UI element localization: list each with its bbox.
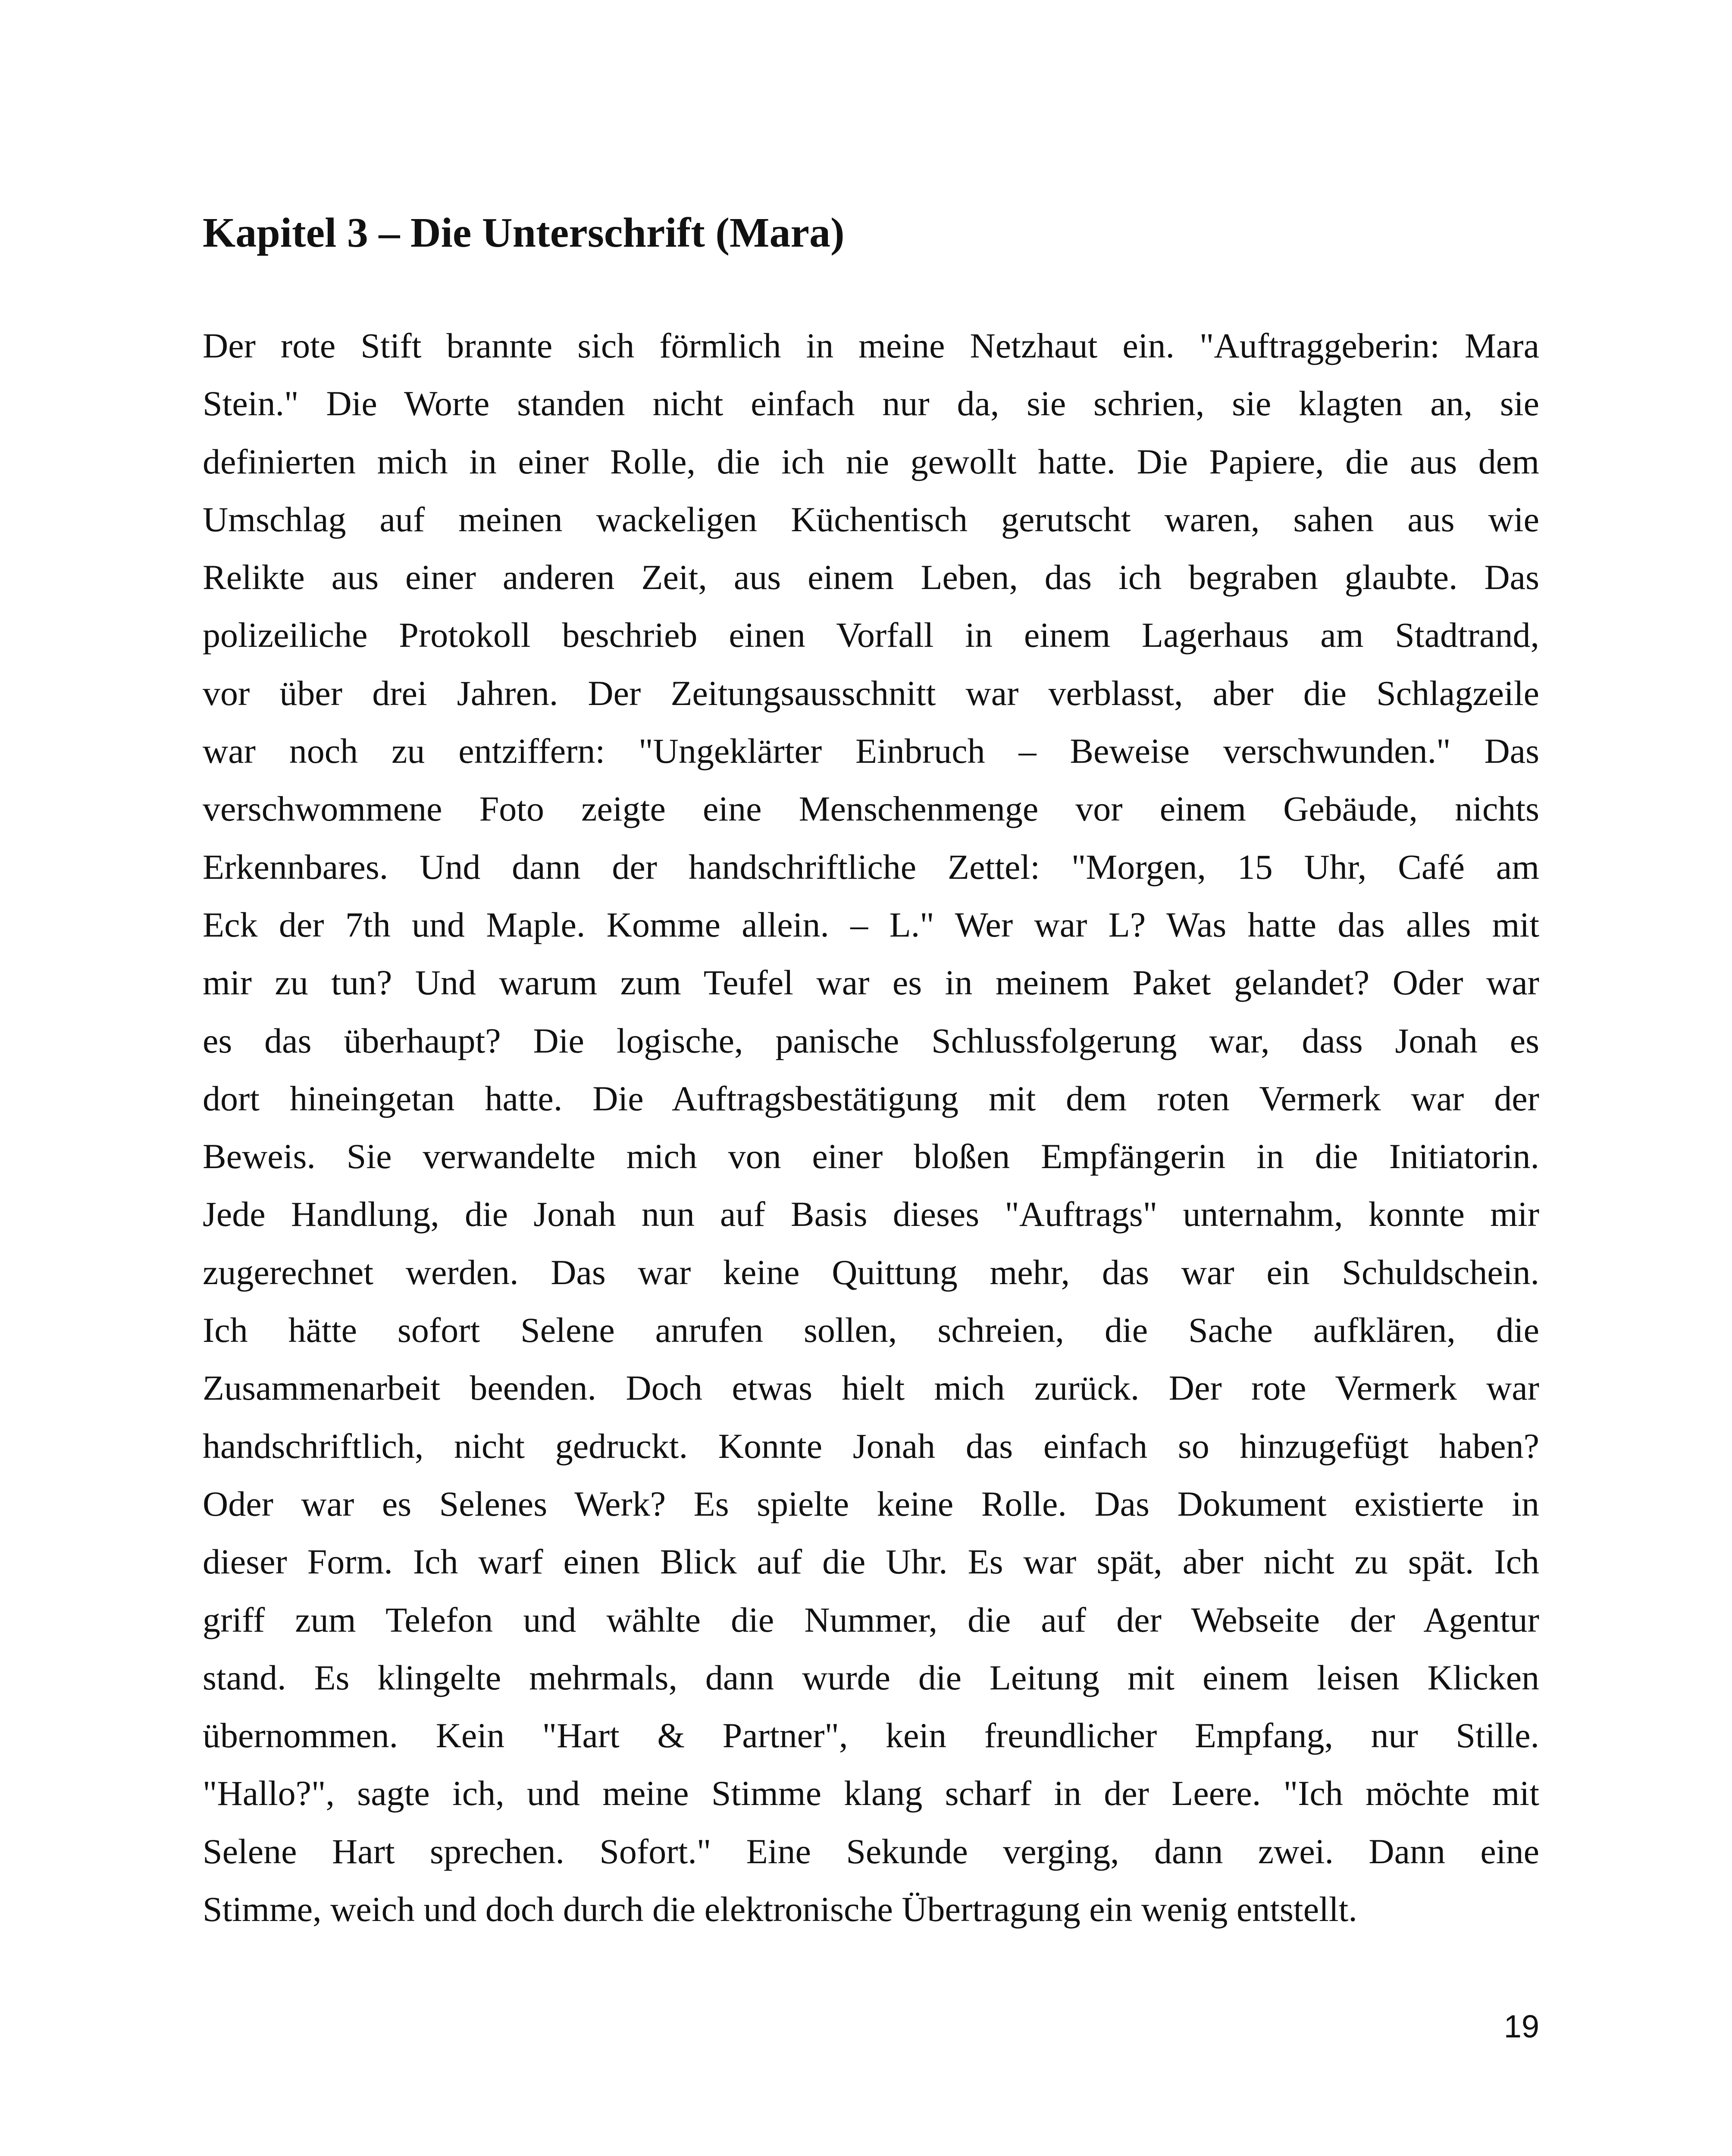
text-line: Selene Hart sprechen. Sofort." Eine Sekunde verging, dann zwei. Dann eine <box>203 1831 1539 1871</box>
text-line: war noch zu entziffern: "Ungeklärter Einbruch – Beweise verschwunden." Das <box>203 731 1539 771</box>
text-line: handschriftlich, nicht gedruckt. Konnte Jonah das einfach so hinzugefügt haben? <box>203 1426 1539 1466</box>
text-line: Oder war es Selenes Werk? Es spielte keine Rolle. Das Dokument existierte in <box>203 1484 1539 1523</box>
text-line: dieser Form. Ich warf einen Blick auf die Uhr. Es war spät, aber nicht zu spät. Ich <box>203 1542 1539 1582</box>
text-line: Erkennbares. Und dann der handschriftliche Zettel: "Morgen, 15 Uhr, Café am <box>203 847 1539 887</box>
text-line: mir zu tun? Und warum zum Teufel war es in meinem Paket gelandet? Oder war <box>203 963 1539 1003</box>
text-line: Relikte aus einer anderen Zeit, aus einem Leben, das ich begraben glaubte. Das <box>203 558 1539 597</box>
text-line: griff zum Telefon und wählte die Nummer, die auf der Webseite der Agentur <box>203 1600 1539 1639</box>
body-paragraph <box>203 317 1539 1938</box>
text-line: Jede Handlung, die Jonah nun auf Basis dieses "Auftrags" unternahm, konnte mir <box>203 1194 1539 1234</box>
text-line: verschwommene Foto zeigte eine Menschenmenge vor einem Gebäude, nichts <box>203 789 1539 829</box>
text-line: Eck der 7th und Maple. Komme allein. – L." Wer war L? Was hatte das alles mit <box>203 905 1539 944</box>
text-line: polizeiliche Protokoll beschrieb einen Vorfall in einem Lagerhaus am Stadtrand, <box>203 615 1539 655</box>
text-line: es das überhaupt? Die logische, panische Schlussfolgerung war, dass Jonah es <box>203 1021 1539 1060</box>
text-line: "Hallo?", sagte ich, und meine Stimme klang scharf in der Leere. "Ich möchte mit <box>203 1774 1539 1813</box>
page-number: 19 <box>1503 2009 1539 2044</box>
text-line: zugerechnet werden. Das war keine Quittung mehr, das war ein Schuldschein. <box>203 1252 1539 1292</box>
text-line: übernommen. Kein "Hart & Partner", kein freundlicher Empfang, nur Stille. <box>203 1716 1539 1755</box>
text-line: definierten mich in einer Rolle, die ich nie gewollt hatte. Die Papiere, die aus dem <box>203 442 1539 481</box>
text-line: Der rote Stift brannte sich förmlich in meine Netzhaut ein. "Auftraggeberin: Mara <box>203 326 1539 365</box>
text-line: dort hineingetan hatte. Die Auftragsbestätigung mit dem roten Vermerk war der <box>203 1078 1539 1118</box>
text-line: Stein." Die Worte standen nicht einfach nur da, sie schrien, sie klagten an, sie <box>203 384 1539 423</box>
text-line: stand. Es klingelte mehrmals, dann wurde die Leitung mit einem leisen Klicken <box>203 1658 1539 1697</box>
text-line: Beweis. Sie verwandelte mich von einer bloßen Empfängerin in die Initiatorin. <box>203 1137 1539 1176</box>
text-line: Zusammenarbeit beenden. Doch etwas hielt mich zurück. Der rote Vermerk war <box>203 1368 1539 1408</box>
text-line: Umschlag auf meinen wackeligen Küchentisch gerutscht waren, sahen aus wie <box>203 499 1539 539</box>
text-line: Stimme, weich und doch durch die elektronische Übertragung ein wenig entstellt. <box>203 1890 1357 1929</box>
chapter-title: Kapitel 3 – Die Unterschrift (Mara) <box>203 210 845 256</box>
text-line: Ich hätte sofort Selene anrufen sollen, schreien, die Sache aufklären, die <box>203 1310 1539 1350</box>
text-line: vor über drei Jahren. Der Zeitungsausschnitt war verblasst, aber die Schlagzeile <box>203 673 1539 713</box>
